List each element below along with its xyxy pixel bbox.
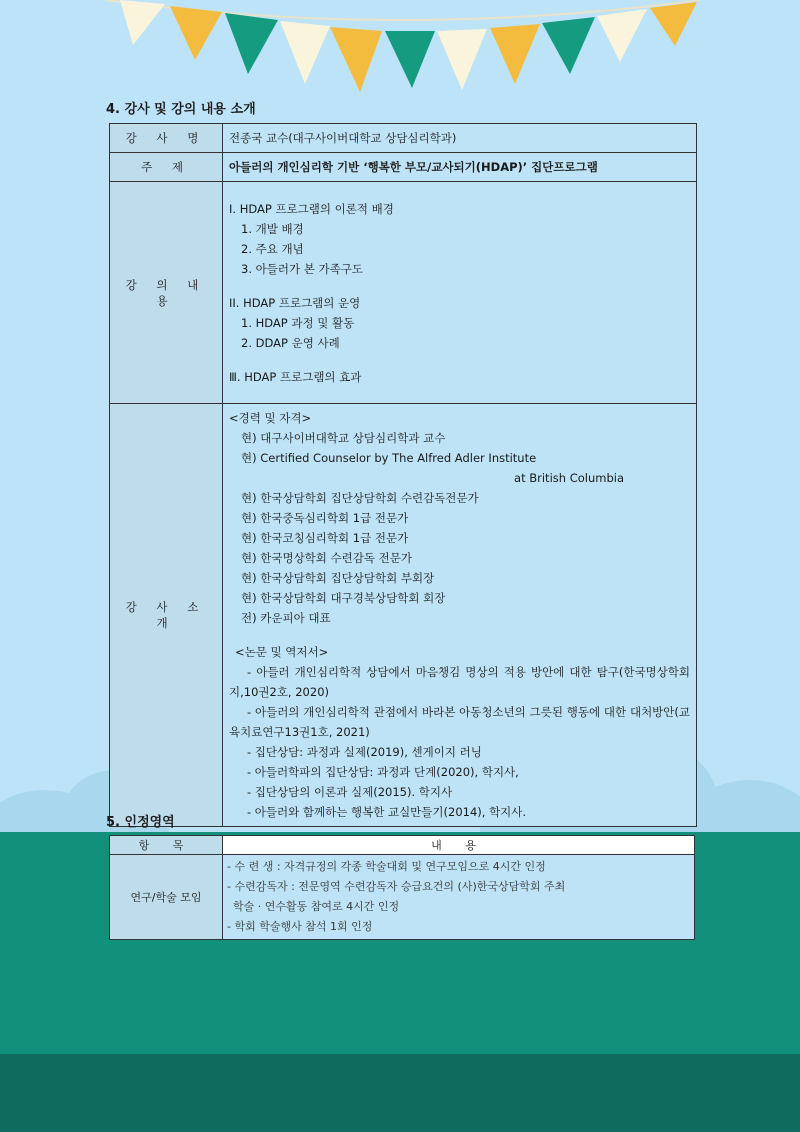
- content-line: 3. 아들러가 본 가족구도: [241, 261, 363, 276]
- paper-item: - 아들러의 개인심리학적 관점에서 바라본 아동청소년의 그릇된 행동에 대한 대처방안(교육치료연구13권1호, 2021): [229, 705, 690, 739]
- career-heading: <경력 및 자격>: [229, 411, 312, 425]
- content-line: II. HDAP 프로그램의 운영: [229, 295, 361, 310]
- paper-item: - 집단상담의 이론과 실제(2015). 학지사: [247, 785, 453, 799]
- career-item: 현) 한국코칭심리학회 1급 전문가: [241, 531, 409, 545]
- bio-value: [223, 404, 697, 827]
- content-label: 강 의 내 용: [110, 182, 223, 404]
- topic-label: 주 제: [110, 153, 223, 182]
- content-line: I. HDAP 프로그램의 이론적 배경: [229, 201, 394, 216]
- topic-value: 아들러의 개인심리학 기반 ‘행복한 부모/교사되기(HDAP)’ 집단프로그램: [223, 153, 697, 182]
- section5-title: 5. 인정영역: [106, 815, 175, 830]
- table-row: [110, 855, 695, 940]
- paper-item: - 아들러 개인심리학적 상담에서 마음챙김 명상의 적용 방안에 대한 탐구(한국명상학회지,10권2호, 2020): [229, 665, 690, 699]
- table-row: [110, 124, 697, 153]
- paper-item: - 아들러학파의 집단상담: 과정과 단계(2020), 학지사,: [247, 765, 519, 779]
- bunting-decoration: [0, 0, 800, 100]
- bio-label: 강 사 소 개: [110, 404, 223, 827]
- content-line: - 수련감독자 : 전문영역 수련감독자 승급요건의 (사)한국상담학회 주최: [227, 880, 566, 893]
- instructor-table: [109, 123, 697, 827]
- paper-item: - 집단상담: 과정과 실제(2019), 센게이지 러닝: [247, 745, 482, 759]
- career-item: at British Columbia: [514, 471, 624, 485]
- table-header-row: [110, 836, 695, 855]
- instructor-value: 전종국 교수(대구사이버대학교 상담심리학과): [223, 124, 697, 153]
- content-value: [223, 182, 697, 404]
- content-line: - 학회 학술행사 참석 1회 인정: [227, 920, 373, 933]
- career-item: 현) 한국상담학회 대구경북상담학회 회장: [241, 591, 446, 605]
- category-label: 연구/학술 모임: [110, 855, 223, 940]
- career-item: 현) Certified Counselor by The Alfred Adler Institute: [241, 451, 537, 465]
- career-item: 현) 대구사이버대학교 상담심리학과 교수: [241, 431, 446, 445]
- content-line: Ⅲ. HDAP 프로그램의 효과: [229, 369, 362, 384]
- career-item: 전) 카운피아 대표: [241, 611, 331, 625]
- section4-title: 4. 강사 및 강의 내용 소개: [106, 102, 256, 117]
- content-line: 1. HDAP 과정 및 활동: [241, 315, 355, 330]
- footer-band: [0, 1054, 800, 1132]
- spacer: [229, 628, 690, 642]
- spacer: [229, 353, 690, 367]
- accreditation-table: [109, 835, 695, 940]
- papers-heading: <논문 및 역저서>: [235, 645, 329, 659]
- table-row: [110, 404, 697, 827]
- paper-item: - 아들러와 함께하는 행복한 교실만들기(2014), 학지사.: [247, 805, 527, 819]
- career-item: 현) 한국중독심리학회 1급 전문가: [241, 511, 409, 525]
- content-line: 1. 개발 배경: [241, 221, 304, 236]
- career-item: 현) 한국명상학회 수련감독 전문가: [241, 551, 412, 565]
- header-content: 내 용: [223, 836, 695, 855]
- content-line: - 수 련 생 : 자격규정의 각종 학술대회 및 연구모임으로 4시간 인정: [227, 860, 546, 873]
- header-item: 항 목: [110, 836, 223, 855]
- content-line: 2. 주요 개념: [241, 241, 304, 256]
- instructor-label: 강 사 명: [110, 124, 223, 153]
- table-row: [110, 182, 697, 404]
- category-content: [223, 855, 695, 940]
- content-line: 학술 · 연수활동 참여로 4시간 인정: [233, 900, 400, 913]
- content-line: 2. DDAP 운영 사례: [241, 335, 340, 350]
- career-item: 현) 한국상담학회 집단상담학회 수련감독전문가: [241, 491, 479, 505]
- career-item: 현) 한국상담학회 집단상담학회 부회장: [241, 571, 435, 585]
- table-row: [110, 153, 697, 182]
- spacer: [229, 279, 690, 293]
